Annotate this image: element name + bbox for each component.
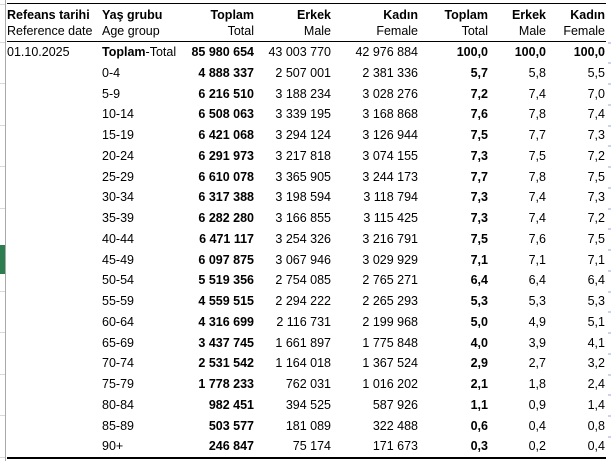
male-count-cell: 3 217 818 [275,148,331,163]
reference-date-cell [7,333,102,354]
table-row [7,125,606,146]
female-count-cell: 587 926 [372,397,418,412]
reference-date-cell [7,229,102,250]
gutter-gridline-tick [0,4,5,5]
age-group-cell: 30-34 [102,190,134,205]
female-count-cell: 171 673 [332,436,419,458]
reference-date-cell [7,104,102,125]
age-group-cell: 15-19 [102,128,134,142]
total-count-cell: 4 559 515 [198,294,254,308]
total-count-cell: 6 471 117 [199,231,254,246]
total-pct-cell: 7,5 [470,128,488,142]
reference-date-cell [7,395,102,416]
table-row [7,167,606,188]
total-count-cell: 3 437 745 [198,335,254,350]
female-pct-cell: 100,0 [573,45,605,59]
reference-date-cell [7,208,102,229]
total-pct-cell: 1,1 [470,397,488,412]
female-count-cell: 3 028 276 [362,86,418,101]
total-pct-cell: 5,0 [470,314,488,329]
header-label-en: Female [563,24,605,38]
reference-date-cell [7,125,102,146]
reference-date-cell [7,63,102,84]
male-count-cell: 3 254 326 [275,231,331,246]
header-label-en: Male [518,24,546,38]
female-pct-cell: 0,4 [547,436,606,458]
male-pct-cell: 6,4 [528,273,546,288]
total-count-cell: 85 980 654 [191,45,254,59]
gutter-gridline-tick [0,125,5,126]
male-count-cell: 762 031 [285,377,331,391]
total-count-cell: 2 531 542 [198,356,254,371]
total-pct-cell: 2,9 [470,356,488,371]
female-pct-cell: 7,5 [587,231,605,246]
male-count-cell: 3 339 195 [275,107,331,122]
total-pct-cell: 6,4 [470,273,488,288]
header-label-en: Female [376,24,418,38]
table-row [7,146,606,167]
table-row [7,208,606,229]
reference-date-cell [7,167,102,188]
age-group-cell: 45-49 [102,252,134,267]
female-count-cell: 2 765 271 [362,273,418,288]
age-group-cell: 85-89 [102,418,134,433]
reference-date-cell [7,84,102,105]
female-pct-cell: 7,3 [587,190,605,205]
age-group-cell: 25-29 [102,169,134,184]
age-group-label-rest: -Total [145,45,177,59]
reference-date-cell [7,374,102,395]
total-pct-cell: 5,3 [470,294,488,308]
male-pct-cell: 5,8 [528,65,546,80]
male-pct-cell: 1,8 [528,377,546,391]
female-pct-cell: 7,4 [587,107,605,122]
male-pct-cell: 7,8 [528,107,546,122]
total-count-cell: 6 421 068 [198,128,254,142]
female-pct-cell: 7,2 [587,211,605,225]
gutter-gridline-tick [0,374,5,375]
total-count-cell: 6 610 078 [198,169,254,184]
male-pct-cell: 7,7 [528,128,546,142]
reference-date-cell [7,436,102,458]
age-group-cell: 75-79 [102,377,134,391]
male-count-cell: 3 365 905 [275,169,331,184]
total-count-cell: 503 577 [208,418,254,433]
total-pct-cell: 7,3 [470,148,488,163]
age-group-cell: 50-54 [102,273,134,288]
age-group-cell: 60-64 [102,314,134,329]
female-pct-cell: 7,0 [587,86,605,101]
male-pct-cell: 7,4 [528,86,546,101]
age-group-cell: 5-9 [102,86,121,101]
female-count-cell: 3 168 868 [362,107,418,122]
male-count-cell: 3 067 946 [275,252,331,267]
male-pct-cell: 0,4 [528,418,546,433]
table-row [7,229,606,250]
header-label-en: Reference date [7,24,93,38]
reference-date-cell: 01.10.2025 [7,45,70,59]
male-pct-cell: 5,3 [528,294,546,308]
male-count-cell: 2 116 731 [276,314,331,329]
total-pct-cell: 7,3 [470,190,488,205]
reference-date-cell [7,250,102,271]
female-count-cell: 2 199 968 [362,314,418,329]
age-group-cell: 90+ [102,436,184,458]
table-row [7,42,606,63]
age-group-cell: 65-69 [102,335,134,350]
col-header-total-count [184,4,255,42]
female-count-cell: 1 775 848 [362,335,418,350]
table-header [7,4,606,42]
table-row [7,63,606,84]
col-header-reference-date [7,4,102,42]
male-pct-cell: 7,1 [528,252,546,267]
header-label-en: Male [303,24,331,38]
female-count-cell: 1 367 524 [362,356,418,371]
total-pct-cell: 7,7 [470,169,488,184]
total-count-cell: 1 778 233 [198,377,254,391]
female-count-cell: 3 244 173 [362,169,418,184]
male-count-cell: 1 164 018 [275,356,331,371]
male-count-cell: 2 754 085 [275,273,331,288]
header-label-tr: Toplam [444,8,488,22]
total-count-cell: 982 451 [208,397,254,412]
age-group-cell: 55-59 [102,294,134,308]
male-count-cell: 3 188 234 [275,86,331,101]
female-pct-cell: 3,2 [587,356,605,371]
female-count-cell: 42 976 884 [355,45,418,59]
total-count-cell: 4 316 699 [198,314,254,329]
reference-date-cell [7,146,102,167]
table-row [7,333,606,354]
header-label-tr: Erkek [296,8,331,22]
gutter-gridline [5,0,6,461]
total-pct-cell: 4,0 [470,335,488,350]
total-count-cell: 5 519 356 [198,273,254,288]
male-pct-cell: 0,2 [489,436,547,458]
col-header-female-count [332,4,419,42]
female-count-cell: 3 115 425 [363,211,418,225]
age-group-cell: 70-74 [102,356,134,371]
total-pct-cell: 7,5 [470,231,488,246]
col-header-age-group [102,4,184,42]
reference-date-cell [7,291,102,312]
female-count-cell: 3 029 929 [362,252,418,267]
gutter-gridline-tick [0,42,5,43]
col-header-total-pct [419,4,489,42]
total-pct-cell: 2,1 [470,377,488,391]
total-count-cell: 6 097 875 [198,252,254,267]
male-pct-cell: 4,9 [528,314,546,329]
reference-date-cell [7,270,102,291]
age-group-cell: 40-44 [102,231,134,246]
table-row [7,416,606,437]
green-indicator-bar [0,245,5,274]
gutter-gridline-tick [0,83,5,84]
total-pct-cell: 7,3 [470,211,488,225]
female-count-cell: 3 118 794 [363,190,418,205]
female-pct-cell: 7,1 [587,252,605,267]
male-count-cell: 181 089 [285,418,331,433]
male-count-cell: 394 525 [285,397,331,412]
table-body [7,42,606,459]
header-label-tr: Kadın [383,8,418,22]
table-row [7,312,606,333]
table-row [7,436,606,458]
male-count-cell: 3 166 855 [275,211,331,225]
total-count-cell: 6 216 510 [198,86,254,101]
col-header-female-pct [547,4,606,42]
male-pct-cell: 3,9 [528,335,546,350]
gutter-gridline-tick [0,166,5,167]
total-count-cell: 6 291 973 [198,148,254,163]
table-row [7,353,606,374]
age-group-cell: 20-24 [102,148,134,163]
header-label-tr: Erkek [511,8,546,22]
female-count-cell: 322 488 [372,418,418,433]
female-count-cell: 2 381 336 [362,65,418,80]
male-count-cell: 3 198 594 [275,190,331,205]
gutter-gridline-tick [0,457,5,458]
male-count-cell: 1 661 897 [275,335,331,350]
male-count-cell: 75 174 [255,436,332,458]
header-label-en: Age group [102,24,160,38]
male-pct-cell: 7,4 [528,211,546,225]
male-pct-cell: 7,8 [528,169,546,184]
female-pct-cell: 2,4 [587,377,605,391]
header-label-en: Total [461,24,488,38]
total-count-cell: 6 508 063 [198,107,254,122]
female-pct-cell: 4,1 [587,335,605,350]
age-group-cell: 10-14 [102,107,134,122]
total-pct-cell: 0,3 [419,436,489,458]
population-by-age-table [7,3,606,459]
col-header-male-pct [489,4,547,42]
female-pct-cell: 7,3 [587,128,605,142]
total-pct-cell: 7,1 [470,252,488,267]
male-pct-cell: 100,0 [514,45,546,59]
age-group-label-bold: Toplam [102,45,146,59]
reference-date-cell [7,416,102,437]
table-row [7,104,606,125]
age-group-cell: 80-84 [102,397,134,412]
age-group-cell [102,42,184,63]
total-pct-cell: 5,7 [470,65,488,80]
total-pct-cell: 7,2 [470,86,488,101]
male-pct-cell: 7,5 [528,148,546,163]
male-count-cell: 3 294 124 [275,128,331,142]
reference-date-cell [7,312,102,333]
total-pct-cell: 0,6 [470,418,488,433]
female-pct-cell: 5,1 [587,314,605,329]
total-count-cell: 4 888 337 [198,65,254,80]
header-label-tr: Toplam [210,8,254,22]
total-pct-cell: 7,6 [470,107,488,122]
header-label-tr: Kadın [570,8,605,22]
male-pct-cell: 7,4 [528,190,546,205]
female-pct-cell: 7,5 [587,169,605,184]
table-row [7,84,606,105]
male-count-cell: 2 294 222 [275,294,331,308]
header-label-tr: Yaş grubu [102,8,163,22]
gutter-gridline-tick [0,291,5,292]
female-pct-cell: 5,3 [587,294,605,308]
total-pct-cell: 100,0 [456,45,488,59]
age-group-cell: 35-39 [102,211,134,225]
total-count-cell: 246 847 [184,436,255,458]
total-count-cell: 6 282 280 [198,211,254,225]
col-header-male-count [255,4,332,42]
header-row [7,4,606,42]
female-count-cell: 3 216 791 [362,231,418,246]
female-pct-cell: 7,2 [587,148,605,163]
reference-date-cell [7,353,102,374]
table-row [7,187,606,208]
gutter-gridline-tick [0,332,5,333]
gutter-gridline-tick [0,208,5,209]
female-pct-cell: 5,5 [587,65,605,80]
table-row [7,395,606,416]
table-row [7,374,606,395]
header-label-tr: Refeans tarihi [7,8,90,22]
total-count-cell: 6 317 388 [198,190,254,205]
male-count-cell: 2 507 001 [275,65,331,80]
female-count-cell: 3 074 155 [362,148,418,163]
female-count-cell: 2 265 293 [362,294,418,308]
female-pct-cell: 0,8 [587,418,605,433]
reference-date-cell [7,187,102,208]
male-pct-cell: 7,6 [528,231,546,246]
header-label-en: Total [227,24,254,38]
table-container [7,3,606,459]
age-group-cell: 0-4 [102,65,121,80]
gutter-gridline-tick [0,415,5,416]
male-count-cell: 43 003 770 [268,45,331,59]
female-pct-cell: 6,4 [587,273,605,288]
female-pct-cell: 1,4 [587,397,605,412]
table-row [7,250,606,271]
table-row [7,291,606,312]
table-row [7,270,606,291]
male-pct-cell: 0,9 [528,397,546,412]
female-count-cell: 3 126 944 [362,128,418,142]
female-count-cell: 1 016 202 [362,377,418,391]
male-pct-cell: 2,7 [528,356,546,371]
